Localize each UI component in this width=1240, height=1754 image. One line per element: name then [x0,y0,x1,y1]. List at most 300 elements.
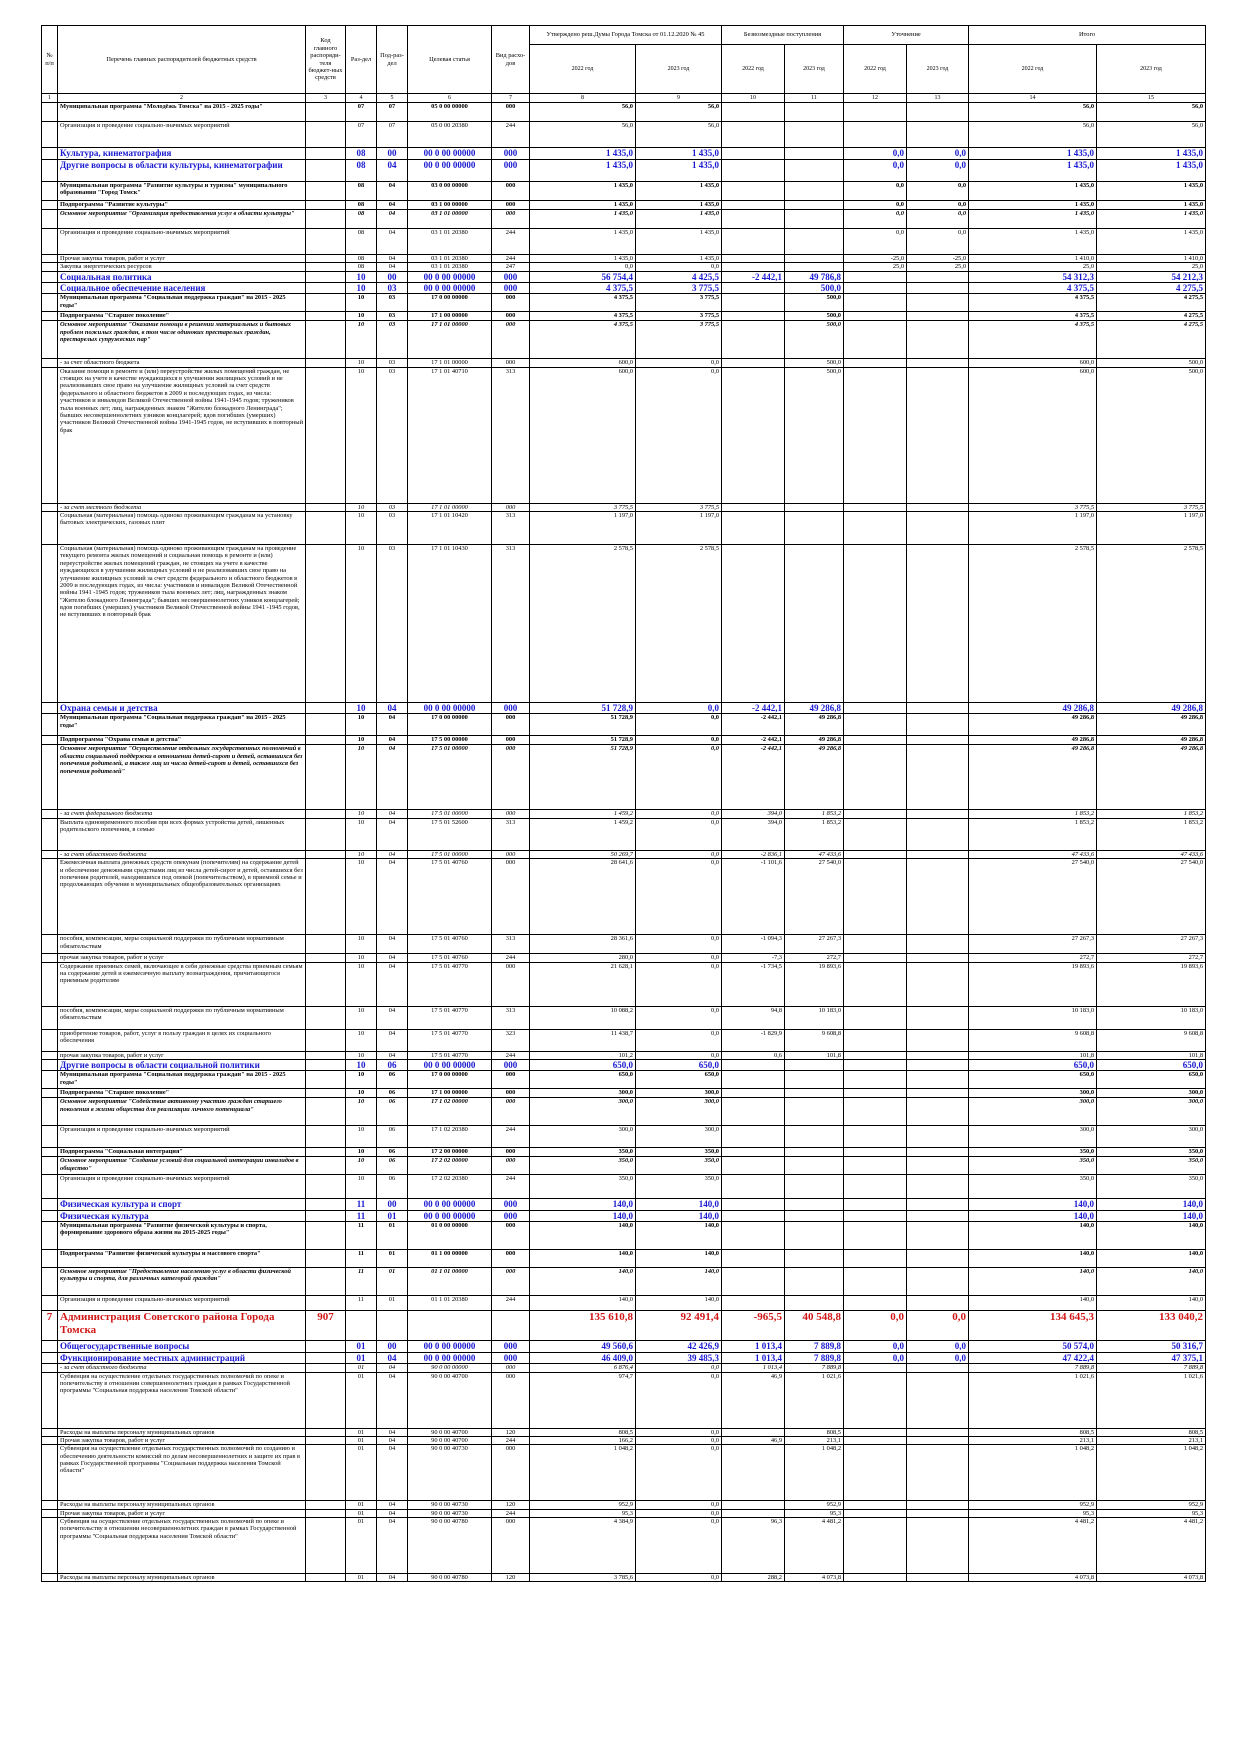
clarify-2023 [907,1051,969,1059]
total-2023: 101,8 [1097,1051,1206,1059]
clarify-2023 [907,321,969,359]
row-podrazdel: 03 [377,312,408,321]
row-razdel: 08 [346,201,377,210]
clarify-2022 [844,312,907,321]
row-name: Подпрограмма "Старшее поколение" [58,312,306,321]
clarify-2022 [844,512,907,545]
approved-2023: 0,0 [636,859,722,935]
approved-2022: 1 435,0 [530,229,636,255]
total-2023: 952,9 [1097,1501,1206,1509]
column-number: 5 [377,94,408,103]
total-2022: 140,0 [969,1267,1097,1295]
row-name: Организация и проведение социально-значимых мероприятий [58,229,306,255]
row-vid: 313 [492,545,530,703]
clarify-2023: 0,0 [907,201,969,210]
approved-2023: 0,0 [636,1029,722,1051]
row-razdel: 01 [346,1509,377,1517]
total-2022: 1 435,0 [969,148,1097,160]
year-2022: 2022 год [844,45,907,94]
free-2023: 500,0 [785,359,844,367]
row-vid: 120 [492,1428,530,1436]
approved-2023: 0,0 [636,1445,722,1501]
col-clarify: Уточнение [844,26,969,45]
total-2022: 4 481,2 [969,1518,1097,1574]
approved-2023: 3 775,5 [636,321,722,359]
row-razdel [346,1310,377,1340]
total-2022: 1 435,0 [969,229,1097,255]
clarify-2023 [907,1501,969,1509]
approved-2023: 650,0 [636,1059,722,1070]
clarify-2022 [844,1518,907,1574]
total-2022: 4 375,5 [969,294,1097,312]
row-code [306,1175,346,1199]
row-podrazdel: 04 [377,210,408,229]
row-target: 03 1 01 20380 [408,263,492,271]
free-2023 [785,1059,844,1070]
row-number [42,1249,58,1267]
approved-2023: 39 485,3 [636,1352,722,1363]
table-row [42,545,1206,703]
free-2022 [722,229,785,255]
row-razdel: 11 [346,1267,377,1295]
table-row [42,1509,1206,1517]
row-code [306,935,346,954]
free-2023 [785,263,844,271]
free-2022 [722,359,785,367]
free-2023 [785,182,844,201]
total-2022: 350,0 [969,1157,1097,1175]
approved-2022: 56,0 [530,122,636,148]
row-name: Расходы на выплаты персоналу муниципальных органов [58,1574,306,1582]
approved-2022: 1 197,0 [530,512,636,545]
row-razdel: 10 [346,321,377,359]
row-code [306,1574,346,1582]
free-2023: 7 889,8 [785,1340,844,1352]
row-razdel: 01 [346,1445,377,1501]
row-target: 00 0 00 00000 [408,283,492,294]
row-name: Субвенция на осуществление отдельных государственных полномочий по опеке и попечительству в отношении несовершеннолетних граждан в рамках Государственной программы "Социальная поддержка населения Томской области" [58,1518,306,1574]
row-name: Подпрограмма "Старшее поколение" [58,1089,306,1098]
clarify-2022 [844,122,907,148]
row-name: Муниципальная программа "Социальная поддержка граждан" на 2015 - 2025 годы" [58,714,306,736]
free-2023: 1 853,2 [785,818,844,850]
row-name: Физическая культура и спорт [58,1199,306,1210]
total-2022: 4 375,5 [969,283,1097,294]
row-code [306,810,346,818]
row-code [306,148,346,160]
free-2023: 500,0 [785,321,844,359]
row-number [42,745,58,810]
approved-2023: 0,0 [636,714,722,736]
total-2022: 49 286,8 [969,736,1097,745]
row-razdel: 01 [346,1352,377,1363]
total-2023: 350,0 [1097,1157,1206,1175]
table-row [42,182,1206,201]
clarify-2023 [907,1175,969,1199]
row-vid: 244 [492,1295,530,1310]
total-2023: 19 893,6 [1097,962,1206,1006]
row-vid: 244 [492,1175,530,1199]
row-name: Общегосударственные вопросы [58,1340,306,1352]
free-2022 [722,294,785,312]
row-number [42,1445,58,1501]
free-2022: 1 013,4 [722,1352,785,1363]
clarify-2022 [844,818,907,850]
row-podrazdel: 06 [377,1157,408,1175]
clarify-2023 [907,810,969,818]
free-2023: 10 183,0 [785,1006,844,1029]
total-2022: 1 435,0 [969,182,1097,201]
table-row [42,148,1206,160]
row-razdel: 10 [346,859,377,935]
row-number [42,367,58,503]
free-2023: 27 540,0 [785,859,844,935]
approved-2022: 101,2 [530,1051,636,1059]
clarify-2022 [844,1221,907,1249]
row-podrazdel: 04 [377,954,408,962]
total-2022: 134 645,3 [969,1310,1097,1340]
table-row [42,850,1206,858]
approved-2022: 1 048,2 [530,1445,636,1501]
clarify-2022 [844,1006,907,1029]
approved-2022: 600,0 [530,359,636,367]
row-name: Муниципальная программа "Социальная поддержка граждан" на 2015 - 2025 годы" [58,294,306,312]
table-row [42,1267,1206,1295]
free-2023 [785,1126,844,1148]
total-2022: 56,0 [969,122,1097,148]
table-row [42,160,1206,182]
total-2023: 300,0 [1097,1098,1206,1126]
row-podrazdel: 04 [377,1428,408,1436]
row-razdel: 10 [346,545,377,703]
row-name: Ежемесячная выплата денежных средств опекунам (попечителям) на содержание детей и обеспечение денежными средствами лиц из числа детей-сирот и детей, оставшихся без попечения родителей, находившихся под опекой (попечительством), в приемной семье и продолжающих обучение в муниципальных общеобразовательных организациях [58,859,306,935]
row-podrazdel: 04 [377,1509,408,1517]
total-2023: 650,0 [1097,1059,1206,1070]
row-name: Организация и проведение социально-значимых мероприятий [58,1295,306,1310]
row-target: 90 0 00 40700 [408,1428,492,1436]
clarify-2023 [907,1148,969,1157]
row-podrazdel: 04 [377,714,408,736]
total-2023: 808,5 [1097,1428,1206,1436]
row-vid: 000 [492,182,530,201]
clarify-2022 [844,810,907,818]
row-razdel: 11 [346,1249,377,1267]
clarify-2023: 0,0 [907,182,969,201]
row-vid: 000 [492,1148,530,1157]
total-2022: 272,7 [969,954,1097,962]
row-code [306,859,346,935]
free-2023 [785,148,844,160]
row-vid: 000 [492,321,530,359]
approved-2023: 3 775,5 [636,283,722,294]
row-code [306,201,346,210]
approved-2022: 1 435,0 [530,255,636,263]
row-vid: 000 [492,1267,530,1295]
row-vid: 244 [492,1051,530,1059]
row-name: Социальная политика [58,271,306,282]
total-2022: 600,0 [969,359,1097,367]
table-row [42,935,1206,954]
row-razdel: 08 [346,160,377,182]
clarify-2022: 0,0 [844,1340,907,1352]
row-number [42,512,58,545]
row-code [306,1352,346,1363]
total-2022: 140,0 [969,1210,1097,1221]
total-2023: 95,3 [1097,1509,1206,1517]
table-row [42,1364,1206,1372]
total-2023: 9 608,8 [1097,1029,1206,1051]
row-code [306,367,346,503]
total-2022: 49 286,8 [969,745,1097,810]
total-2022: 56,0 [969,103,1097,122]
row-podrazdel: 01 [377,1295,408,1310]
approved-2022: 51 728,9 [530,745,636,810]
row-podrazdel: 04 [377,818,408,850]
clarify-2022 [844,1051,907,1059]
approved-2022: 1 435,0 [530,210,636,229]
total-2023: 10 183,0 [1097,1006,1206,1029]
clarify-2023 [907,1199,969,1210]
total-2022: 213,1 [969,1437,1097,1445]
row-podrazdel: 01 [377,1221,408,1249]
row-podrazdel: 04 [377,745,408,810]
free-2023 [785,201,844,210]
approved-2022: 1 435,0 [530,148,636,160]
free-2022 [722,312,785,321]
row-vid: 000 [492,850,530,858]
row-code [306,122,346,148]
row-vid: 000 [492,859,530,935]
approved-2023: 350,0 [636,1148,722,1157]
free-2022: -1 101,6 [722,859,785,935]
approved-2023: 0,0 [636,1501,722,1509]
clarify-2023 [907,1089,969,1098]
row-code [306,1437,346,1445]
clarify-2022 [844,962,907,1006]
table-row [42,962,1206,1006]
approved-2023: 3 775,5 [636,294,722,312]
table-row [42,714,1206,736]
approved-2023: 140,0 [636,1249,722,1267]
row-code [306,1221,346,1249]
clarify-2023 [907,122,969,148]
row-number [42,736,58,745]
clarify-2022 [844,1445,907,1501]
row-name: Другие вопросы в области культуры, кинематографии [58,160,306,182]
approved-2023: 140,0 [636,1295,722,1310]
row-razdel: 10 [346,283,377,294]
free-2022 [722,1089,785,1098]
row-target: 17 5 01 40760 [408,935,492,954]
clarify-2023 [907,962,969,1006]
clarify-2023 [907,545,969,703]
row-name: Субвенция на осуществление отдельных государственных полномочий по опеке и попечительству в отношении совершеннолетних граждан в рамках Государственной программы "Социальная поддержка населения Томской области" [58,1372,306,1428]
row-target: 90 0 00 40700 [408,1372,492,1428]
row-vid: 000 [492,283,530,294]
row-number [42,1501,58,1509]
row-name: приобретение товаров, работ, услуг в пользу граждан в целях их социального обеспечения [58,1029,306,1051]
free-2022: -2 442,1 [722,736,785,745]
row-target: 17 5 01 00000 [408,810,492,818]
clarify-2022 [844,1148,907,1157]
approved-2022: 50 269,7 [530,850,636,858]
free-2023: 47 433,6 [785,850,844,858]
total-2023: 4 275,5 [1097,312,1206,321]
row-podrazdel: 04 [377,255,408,263]
clarify-2022 [844,1267,907,1295]
row-name: Закупка энергетических ресурсов [58,263,306,271]
row-target: 01 1 01 00000 [408,1267,492,1295]
total-2022: 27 267,3 [969,935,1097,954]
row-vid: 000 [492,703,530,714]
approved-2022: 600,0 [530,367,636,503]
row-target: 17 1 01 00000 [408,359,492,367]
row-code [306,1157,346,1175]
row-code [306,503,346,511]
clarify-2022: 0,0 [844,210,907,229]
table-row [42,1501,1206,1509]
row-podrazdel [377,1310,408,1340]
row-vid: 120 [492,1501,530,1509]
row-podrazdel: 03 [377,321,408,359]
row-vid: 000 [492,962,530,1006]
row-code [306,1126,346,1148]
clarify-2023 [907,1372,969,1428]
row-code [306,1210,346,1221]
clarify-2023 [907,736,969,745]
total-2022: 808,5 [969,1428,1097,1436]
clarify-2023 [907,1267,969,1295]
row-razdel: 10 [346,703,377,714]
approved-2022: 0,0 [530,263,636,271]
row-name: Другие вопросы в области социальной политики [58,1059,306,1070]
row-number [42,850,58,858]
row-target: 01 0 00 00000 [408,1221,492,1249]
row-target: 01 1 01 20380 [408,1295,492,1310]
clarify-2023 [907,271,969,282]
total-2023: 4 275,5 [1097,294,1206,312]
year-2023: 2023 год [785,45,844,94]
approved-2023: 140,0 [636,1210,722,1221]
row-target: 17 1 01 10430 [408,545,492,703]
approved-2023: 3 775,5 [636,503,722,511]
row-razdel: 10 [346,1157,377,1175]
approved-2023: 350,0 [636,1175,722,1199]
clarify-2022 [844,1437,907,1445]
free-2022: -7,3 [722,954,785,962]
row-vid: 323 [492,1029,530,1051]
row-razdel: 10 [346,294,377,312]
total-2023: 1 853,2 [1097,818,1206,850]
row-target: 17 1 02 00000 [408,1098,492,1126]
free-2023 [785,1098,844,1126]
approved-2022: 140,0 [530,1199,636,1210]
row-vid: 000 [492,1249,530,1267]
row-target: 17 2 02 20380 [408,1175,492,1199]
row-number [42,503,58,511]
free-2022: -2 442,1 [722,714,785,736]
row-target: 17 5 01 40770 [408,1051,492,1059]
free-2023 [785,1210,844,1221]
column-number: 8 [530,94,636,103]
approved-2023: 350,0 [636,1157,722,1175]
row-code [306,1372,346,1428]
row-podrazdel: 06 [377,1175,408,1199]
approved-2023: 0,0 [636,954,722,962]
total-2022: 4 375,5 [969,312,1097,321]
approved-2022: 49 560,6 [530,1340,636,1352]
row-target: 03 0 00 00000 [408,182,492,201]
row-target: 00 0 00 00000 [408,1210,492,1221]
approved-2022: 51 728,9 [530,714,636,736]
col-no: № п/п [42,26,58,94]
table-row [42,1175,1206,1199]
total-2023: 50 316,7 [1097,1340,1206,1352]
col-target: Целевая статья [408,26,492,94]
approved-2022: 140,0 [530,1210,636,1221]
total-2022: 1 853,2 [969,818,1097,850]
row-target: 00 0 00 00000 [408,1352,492,1363]
clarify-2023 [907,503,969,511]
row-code [306,229,346,255]
row-podrazdel: 03 [377,503,408,511]
column-number: 3 [306,94,346,103]
row-podrazdel: 04 [377,229,408,255]
approved-2022: 300,0 [530,1098,636,1126]
row-target: 03 1 01 20380 [408,229,492,255]
column-number: 6 [408,94,492,103]
row-razdel: 01 [346,1437,377,1445]
row-razdel: 08 [346,210,377,229]
free-2023: 808,5 [785,1428,844,1436]
total-2023: 1 048,2 [1097,1445,1206,1501]
clarify-2023 [907,935,969,954]
row-podrazdel: 04 [377,703,408,714]
approved-2022: 350,0 [530,1157,636,1175]
total-2022: 140,0 [969,1199,1097,1210]
total-2022: 300,0 [969,1126,1097,1148]
row-name: Прочая закупка товаров, работ и услуг [58,1437,306,1445]
row-number: 7 [42,1310,58,1340]
approved-2022: 3 785,6 [530,1574,636,1582]
row-vid: 244 [492,1509,530,1517]
total-2023: 4 275,5 [1097,283,1206,294]
table-row [42,1249,1206,1267]
total-2023: 47 375,1 [1097,1352,1206,1363]
row-number [42,1175,58,1199]
free-2023 [785,503,844,511]
clarify-2022 [844,1364,907,1372]
clarify-2022 [844,1249,907,1267]
free-2022 [722,122,785,148]
free-2022 [722,503,785,511]
row-vid: 120 [492,1574,530,1582]
row-vid: 244 [492,1437,530,1445]
clarify-2023: 0,0 [907,210,969,229]
total-2022: 1 197,0 [969,512,1097,545]
row-target: 05 0 00 00000 [408,103,492,122]
row-target: 17 1 00 00000 [408,312,492,321]
row-name: Подпрограмма "Социальная интеграция" [58,1148,306,1157]
row-number [42,1029,58,1051]
free-2023: 7 889,8 [785,1352,844,1363]
row-name: Основное мероприятие "Содействие активному участию граждан старшего поколения в жизни общества для реализации личного потенциала" [58,1098,306,1126]
total-2023: 1 435,0 [1097,160,1206,182]
table-row [42,736,1206,745]
table-row [42,703,1206,714]
row-number [42,1364,58,1372]
row-target: 17 0 00 00000 [408,294,492,312]
